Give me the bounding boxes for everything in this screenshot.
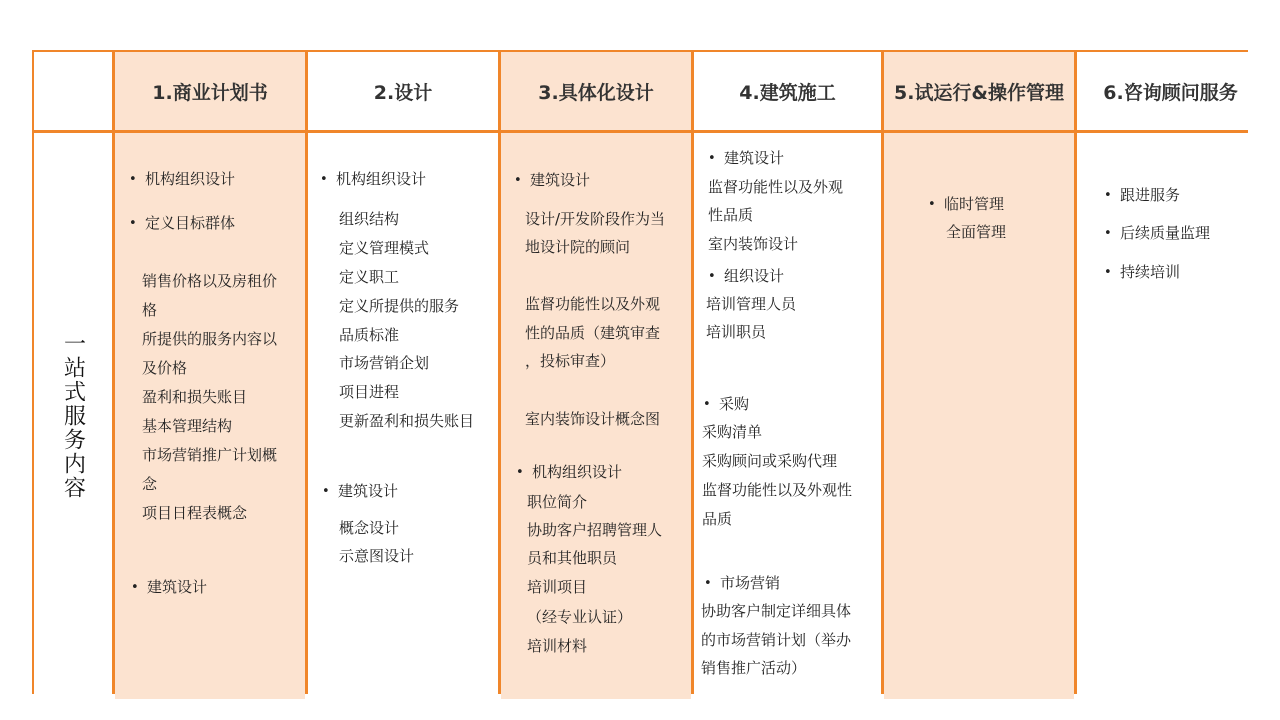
list-item: 地设计院的顾问 xyxy=(525,238,631,256)
list-item: 定义职工 xyxy=(339,268,400,286)
list-item: 市场营销推广计划概 xyxy=(142,446,278,464)
header-construction: 4.建筑施工 xyxy=(694,52,881,130)
list-item: 培训职员 xyxy=(706,323,767,341)
list-item: 协助客户制定详细具体 xyxy=(701,602,852,620)
list-item: • 机构组织设计 xyxy=(532,458,622,487)
list-item: 职位简介 xyxy=(527,493,588,511)
list-item: 销售推广活动） xyxy=(701,659,807,677)
list-item: • 机构组织设计 xyxy=(145,165,235,194)
list-item: 定义所提供的服务 xyxy=(339,297,460,315)
list-item: 员和其他职员 xyxy=(527,549,618,567)
list-item: 培训管理人员 xyxy=(706,295,797,313)
list-item: 采购顾问或采购代理 xyxy=(702,452,838,470)
header-corner xyxy=(34,52,112,130)
header-business-plan: 1.商业计划书 xyxy=(115,52,305,130)
list-item: 培训项目 xyxy=(527,578,588,596)
list-item: 室内装饰设计概念图 xyxy=(525,410,661,428)
list-item: • 持续培训 xyxy=(1120,258,1180,287)
list-item: 的市场营销计划（举办 xyxy=(701,631,852,649)
list-item: • 组织设计 xyxy=(724,262,784,291)
list-item: 盈利和损失账目 xyxy=(142,388,248,406)
list-item: • 建筑设计 xyxy=(530,166,590,195)
column-construction xyxy=(694,133,881,699)
list-item: 品质 xyxy=(702,510,733,528)
column-consulting xyxy=(1077,133,1264,699)
list-item: • 采购 xyxy=(719,390,749,419)
list-item: （经专业认证） xyxy=(527,608,633,626)
list-item: 更新盈利和损失账目 xyxy=(339,412,475,430)
column-detailed-design xyxy=(501,133,691,699)
list-item: 市场营销企划 xyxy=(339,354,430,372)
list-item: • 定义目标群体 xyxy=(145,209,235,238)
side-label: 一站式服务内容 xyxy=(60,332,86,500)
list-item: 全面管理 xyxy=(946,223,1007,241)
list-item: 性的品质（建筑审查 xyxy=(525,324,661,342)
list-item: 品质标准 xyxy=(339,326,400,344)
list-item: • 临时管理 xyxy=(944,190,1004,219)
side-label-cell xyxy=(34,133,112,699)
service-table xyxy=(32,50,1248,694)
list-item: 协助客户招聘管理人 xyxy=(527,521,663,539)
list-item: 监督功能性以及外观 xyxy=(708,178,844,196)
list-item: 培训材料 xyxy=(527,637,588,655)
list-item: • 建筑设计 xyxy=(724,144,784,173)
list-item: • 机构组织设计 xyxy=(336,165,426,194)
list-item: • 后续质量监理 xyxy=(1120,219,1210,248)
list-item: 示意图设计 xyxy=(339,547,415,565)
list-item: 基本管理结构 xyxy=(142,417,233,435)
list-item: ，投标审查） xyxy=(525,352,616,370)
list-item: 销售价格以及房租价 xyxy=(142,272,278,290)
list-item: 性品质 xyxy=(708,206,754,224)
list-item: 所提供的服务内容以 xyxy=(142,330,278,348)
column-business-plan xyxy=(115,133,305,699)
list-item: 及价格 xyxy=(142,359,188,377)
list-item: 监督功能性以及外观 xyxy=(525,295,661,313)
list-item: • 跟进服务 xyxy=(1120,181,1180,210)
header-design: 2.设计 xyxy=(308,52,498,130)
column-design xyxy=(308,133,498,699)
header-consulting: 6.咨询顾问服务 xyxy=(1077,52,1264,130)
header-trial-operation: 5.试运行&操作管理 xyxy=(884,52,1074,130)
list-item: 念 xyxy=(142,475,158,493)
list-item: 监督功能性以及外观性 xyxy=(702,481,853,499)
list-item: • 市场营销 xyxy=(720,569,780,598)
list-item: 采购清单 xyxy=(702,423,763,441)
list-item: 项目进程 xyxy=(339,383,400,401)
list-item: 概念设计 xyxy=(339,519,400,537)
header-detailed-design: 3.具体化设计 xyxy=(501,52,691,130)
list-item: 定义管理模式 xyxy=(339,239,430,257)
column-trial-operation xyxy=(884,133,1074,699)
list-item: • 建筑设计 xyxy=(147,573,207,602)
list-item: 室内装饰设计 xyxy=(708,235,799,253)
list-item: 格 xyxy=(142,301,158,319)
list-item: 组织结构 xyxy=(339,210,400,228)
list-item: 项目日程表概念 xyxy=(142,504,248,522)
list-item: 设计/开发阶段作为当 xyxy=(525,210,666,228)
list-item: • 建筑设计 xyxy=(338,477,398,506)
